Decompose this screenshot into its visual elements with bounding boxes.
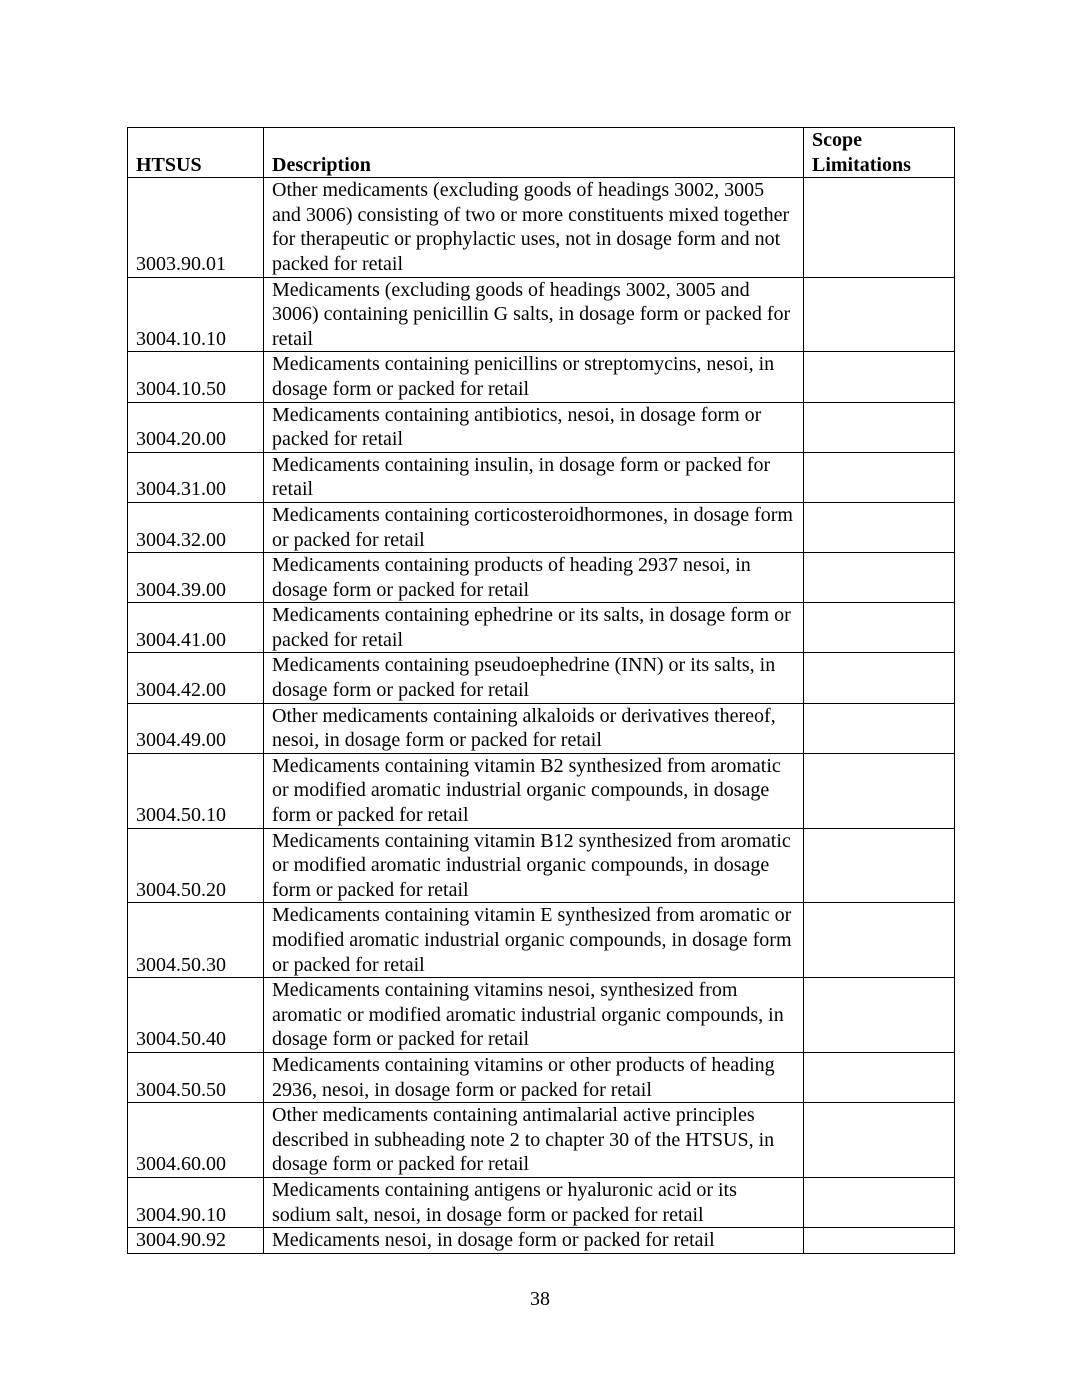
table-row: [128, 1177, 955, 1227]
table-row: [128, 402, 955, 452]
htsus-code: 3004.50.50: [128, 1052, 264, 1102]
page-number: 38: [530, 1288, 550, 1310]
table-row: [128, 502, 955, 552]
table-row: [128, 178, 955, 277]
table-row: [128, 553, 955, 603]
scope-limitations-cell: [804, 553, 955, 603]
table-header-row: [128, 128, 955, 178]
table-row: [128, 978, 955, 1053]
table-row: [128, 603, 955, 653]
htsus-code: 3004.60.00: [128, 1103, 264, 1178]
scope-limitations-cell: [804, 1177, 955, 1227]
scope-limitations-cell: [804, 178, 955, 277]
scope-limitations-cell: [804, 603, 955, 653]
scope-limitations-cell: [804, 352, 955, 402]
scope-limitations-cell: [804, 978, 955, 1053]
htsus-code: 3004.20.00: [128, 402, 264, 452]
scope-limitations-cell: [804, 1228, 955, 1254]
scope-limitations-cell: [804, 653, 955, 703]
description-cell: Medicaments containing penicillins or streptomycins, nesoi, in dosage form or packed for retail: [264, 352, 804, 402]
description-cell: Other medicaments containing antimalarial active principles described in subheading note 2 to chapter 30 of the HTSUS, in dosage form or packed for retail: [264, 1103, 804, 1178]
description-cell: Medicaments containing antibiotics, nesoi, in dosage form or packed for retail: [264, 402, 804, 452]
table-row: [128, 277, 955, 352]
htsus-code: 3004.49.00: [128, 703, 264, 753]
header-description: Description: [264, 128, 804, 178]
table-row: [128, 903, 955, 978]
scope-limitations-cell: [804, 828, 955, 903]
header-scope-line2: Limitations: [812, 153, 911, 176]
table-row: [128, 1103, 955, 1178]
table-row: [128, 653, 955, 703]
htsus-code: 3004.50.10: [128, 753, 264, 828]
scope-limitations-cell: [804, 502, 955, 552]
htsus-code: 3004.31.00: [128, 452, 264, 502]
htsus-code: 3004.39.00: [128, 553, 264, 603]
header-scope-limitations: [804, 128, 955, 178]
header-scope-line1: Scope: [812, 129, 862, 151]
scope-limitations-cell: [804, 1052, 955, 1102]
htsus-code: 3004.90.10: [128, 1177, 264, 1227]
htsus-code: 3004.10.10: [128, 277, 264, 352]
scope-limitations-cell: [804, 1103, 955, 1178]
description-cell: Other medicaments containing alkaloids or derivatives thereof, nesoi, in dosage form or packed for retail: [264, 703, 804, 753]
htsus-code: 3004.32.00: [128, 502, 264, 552]
htsus-code: 3004.50.30: [128, 903, 264, 978]
scope-limitations-cell: [804, 402, 955, 452]
description-cell: Medicaments (excluding goods of headings 3002, 3005 and 3006) containing penicillin G salts, in dosage form or packed for retail: [264, 277, 804, 352]
scope-limitations-cell: [804, 703, 955, 753]
htsus-code: 3004.50.40: [128, 978, 264, 1053]
table-row: [128, 452, 955, 502]
description-cell: Medicaments containing vitamin E synthesized from aromatic or modified aromatic industrial organic compounds, in dosage form or packed for retail: [264, 903, 804, 978]
table-row: [128, 753, 955, 828]
scope-limitations-cell: [804, 277, 955, 352]
description-cell: Medicaments containing vitamin B2 synthesized from aromatic or modified aromatic industrial organic compounds, in dosage form or packed for retail: [264, 753, 804, 828]
description-cell: Medicaments containing pseudoephedrine (INN) or its salts, in dosage form or packed for retail: [264, 653, 804, 703]
scope-limitations-cell: [804, 753, 955, 828]
table-body: [128, 178, 955, 1254]
description-cell: Medicaments containing vitamins nesoi, synthesized from aromatic or modified aromatic industrial organic compounds, in dosage form or packed for retail: [264, 978, 804, 1053]
description-cell: Medicaments containing insulin, in dosage form or packed for retail: [264, 452, 804, 502]
description-cell: Medicaments containing products of heading 2937 nesoi, in dosage form or packed for retail: [264, 553, 804, 603]
description-cell: Medicaments nesoi, in dosage form or packed for retail: [264, 1228, 804, 1254]
description-cell: Other medicaments (excluding goods of headings 3002, 3005 and 3006) consisting of two or more constituents mixed together for therapeutic or prophylactic uses, not in dosage form and not packed for retail: [264, 178, 804, 277]
header-htsus: HTSUS: [128, 128, 264, 178]
scope-limitations-cell: [804, 903, 955, 978]
scope-limitations-cell: [804, 452, 955, 502]
table-row: [128, 1228, 955, 1254]
description-cell: Medicaments containing ephedrine or its salts, in dosage form or packed for retail: [264, 603, 804, 653]
htsus-table: [127, 127, 955, 1254]
htsus-code: 3004.41.00: [128, 603, 264, 653]
table-row: [128, 1052, 955, 1102]
table-row: [128, 703, 955, 753]
htsus-code: 3003.90.01: [128, 178, 264, 277]
description-cell: Medicaments containing antigens or hyaluronic acid or its sodium salt, nesoi, in dosage form or packed for retail: [264, 1177, 804, 1227]
description-cell: Medicaments containing vitamin B12 synthesized from aromatic or modified aromatic industrial organic compounds, in dosage form or packed for retail: [264, 828, 804, 903]
table-row: [128, 352, 955, 402]
htsus-code: 3004.42.00: [128, 653, 264, 703]
table-row: [128, 828, 955, 903]
htsus-code: 3004.90.92: [128, 1228, 264, 1254]
htsus-code: 3004.10.50: [128, 352, 264, 402]
htsus-code: 3004.50.20: [128, 828, 264, 903]
description-cell: Medicaments containing corticosteroidhormones, in dosage form or packed for retail: [264, 502, 804, 552]
description-cell: Medicaments containing vitamins or other products of heading 2936, nesoi, in dosage form or packed for retail: [264, 1052, 804, 1102]
